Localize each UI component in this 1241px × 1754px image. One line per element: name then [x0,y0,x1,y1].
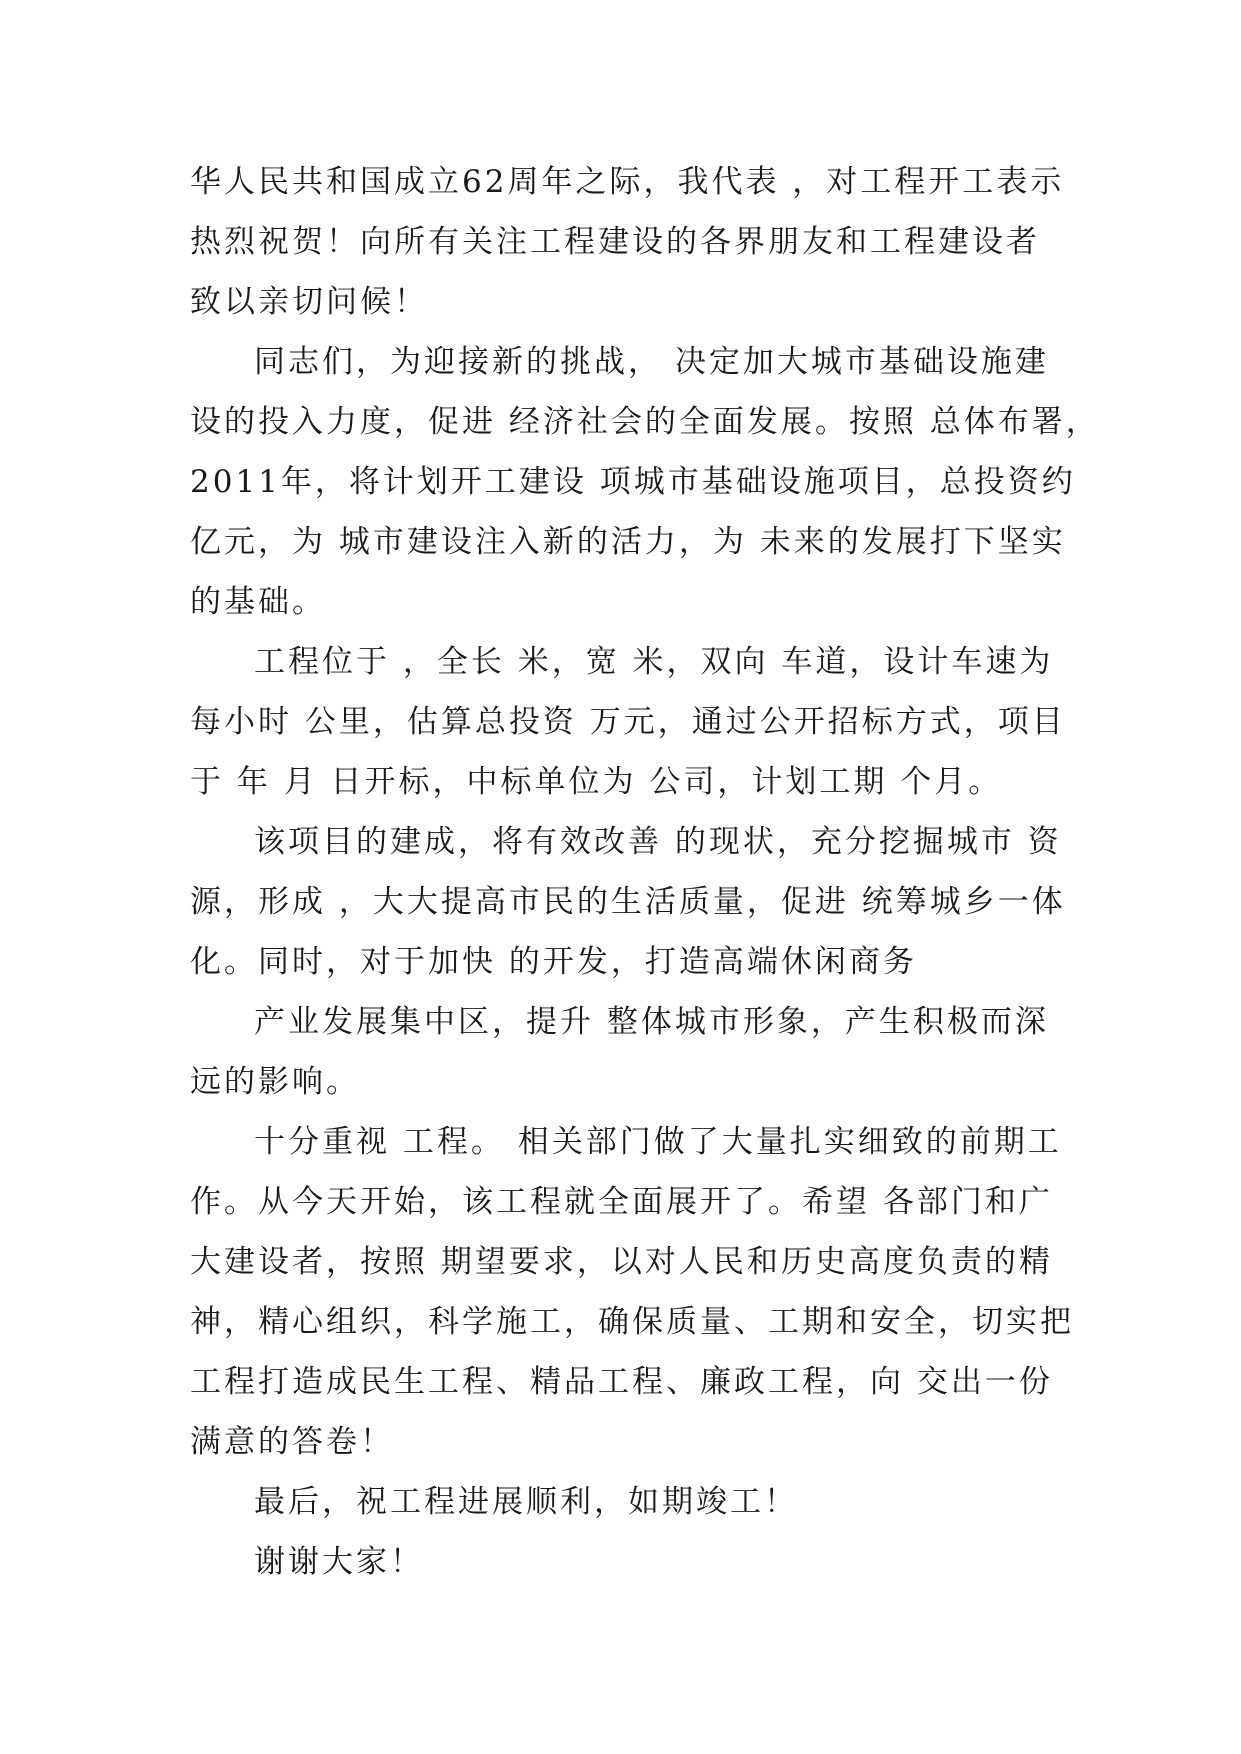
text-line: 大建设者，按照 期望要求，以对人民和历史高度负责的精 [190,1244,1053,1280]
text-line: 华人民共和国成立62周年之际，我代表 ，对工程开工表示 [190,164,1065,200]
text-line: 最后，祝工程进展顺利，如期竣工！ [254,1484,798,1520]
document-body [190,152,1100,1592]
text-line: 谢谢大家！ [254,1544,424,1580]
text-line: 设的投入力度，促进 经济社会的全面发展。按照 总体布署， [190,404,1100,440]
text-line: 工程位于 ，全长 米，宽 米，双向 车道，设计车速为 [254,644,1054,680]
text-line: 2011年，将计划开工建设 项城市基础设施项目，总投资约 [190,464,1076,500]
text-line: 工程打造成民生工程、精品工程、廉政工程，向 交出一份 [190,1364,1053,1400]
text-line: 远的影响。 [190,1064,360,1100]
text-line: 亿元，为 城市建设注入新的活力，为 未来的发展打下坚实 [190,524,1066,560]
text-line: 神，精心组织，科学施工，确保质量、工期和安全，切实把 [190,1304,1074,1340]
text-line: 每小时 公里，估算总投资 万元，通过公开招标方式，项目 [190,704,1066,740]
text-line: 同志们，为迎接新的挑战， 决定加大城市基础设施建 [254,344,1049,380]
text-line: 于 年 月 日开标，中标单位为 公司，计划工期 个月。 [190,764,1003,800]
text-line: 十分重视 工程。 相关部门做了大量扎实细致的前期工 [254,1124,1062,1160]
text-line: 该项目的建成，将有效改善 的现状，充分挖掘城市 资 [254,824,1062,860]
text-line: 化。同时，对于加快 的开发，打造高端休闲商务 [190,944,917,980]
text-line: 作。从今天开始，该工程就全面展开了。希望 各部门和广 [190,1184,1053,1220]
text-line: 热烈祝贺！向所有关注工程建设的各界朋友和工程建设者 [190,224,1040,260]
text-line: 致以亲切问候！ [190,284,428,320]
text-line: 源，形成 ，大大提高市民的生活质量，促进 统筹城乡一体 [190,884,1066,920]
text-line: 的基础。 [190,584,326,620]
text-line: 满意的答卷！ [190,1424,394,1460]
text-line: 产业发展集中区，提升 整体城市形象，产生积极而深 [254,1004,1049,1040]
